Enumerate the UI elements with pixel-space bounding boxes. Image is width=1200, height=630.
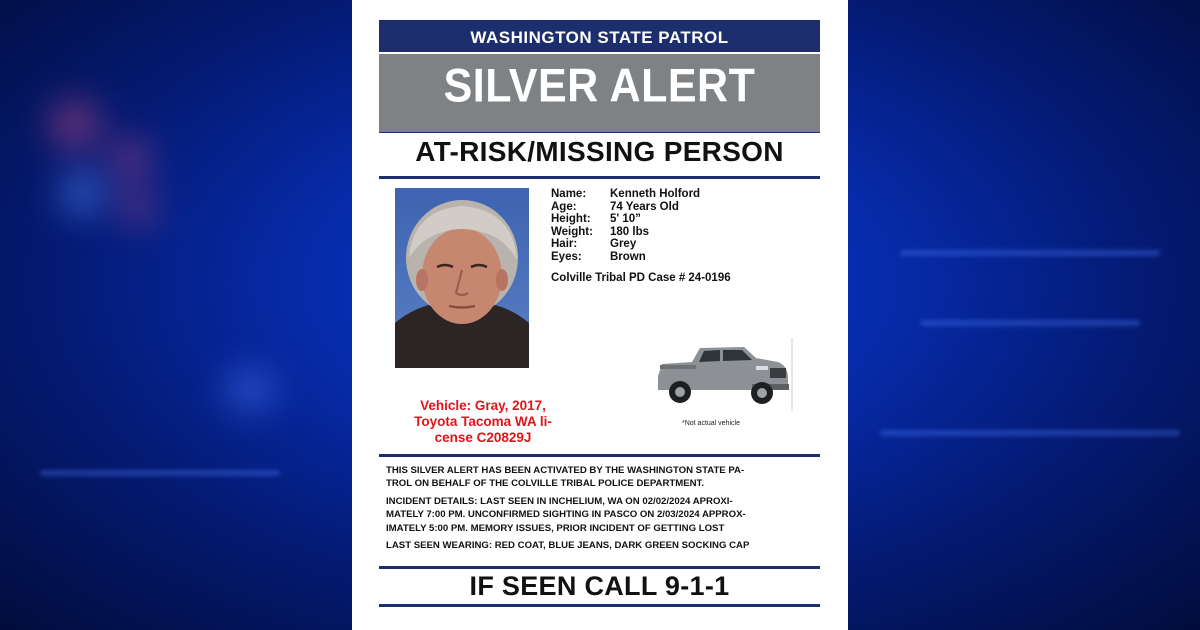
detail-value: 180 lbs (610, 225, 649, 238)
divider (379, 566, 820, 569)
background-glow (225, 370, 275, 410)
details-line: INCIDENT DETAILS: LAST SEEN IN INCHELIUM, WA ON 02/02/2024 APROXI- (386, 495, 733, 507)
background-streak (900, 250, 1160, 256)
details-line: THIS SILVER ALERT HAS BEEN ACTIVATED BY THE WASHINGTON STATE PA- (386, 465, 745, 476)
agency-name: WASHINGTON STATE PATROL (470, 28, 729, 47)
background-glow (120, 190, 155, 225)
detail-label: Height: (551, 213, 591, 225)
detail-label: Name: (551, 188, 587, 200)
vehicle-description (388, 398, 578, 446)
background-glow (110, 140, 150, 180)
alert-title: SILVER ALERT (443, 59, 756, 113)
details-line: MATELY 7:00 PM. UNCONFIRMED SIGHTING IN PASCO ON 2/03/2024 APPROX- (386, 509, 746, 521)
detail-eyes (551, 251, 700, 264)
detail-name (551, 188, 700, 201)
divider (379, 176, 820, 179)
missing-person-photo (395, 188, 529, 368)
detail-label: Weight: (551, 225, 593, 238)
detail-weight (551, 226, 700, 239)
pickup-truck-image (652, 338, 794, 411)
vehicle-line: Toyota Tacoma WA li- (414, 414, 552, 429)
details-line: TROL ON BEHALF OF THE COLVILLE TRIBAL POLICE DEPARTMENT. (386, 478, 705, 490)
details-line: LAST SEEN WEARING: RED COAT, BLUE JEANS, DARK GREEN SOCKING CAP (386, 540, 750, 552)
divider (379, 454, 820, 457)
vehicle-caption: *Not actual vehicle (682, 420, 740, 427)
background-streak (880, 430, 1180, 436)
vehicle-line: Vehicle: Gray, 2017, (420, 398, 546, 413)
detail-label: Age: (551, 200, 577, 213)
background-streak (40, 470, 280, 476)
missing-person-heading: AT-RISK/MISSING PERSON (415, 136, 784, 167)
vehicle-line: cense C20829J (434, 430, 532, 445)
details-paragraph (386, 495, 816, 535)
case-number: Colville Tribal PD Case # 24-0196 (551, 272, 731, 284)
detail-value: Kenneth Holford (610, 188, 701, 200)
call-to-action: IF SEEN CALL 9-1-1 (469, 571, 730, 601)
details-line: IMATELY 5:00 PM. MEMORY ISSUES, PRIOR INCIDENT OF GETTING LOST (386, 522, 725, 534)
detail-height (551, 213, 700, 226)
incident-details (386, 464, 816, 556)
detail-value: 74 Years Old (610, 200, 679, 213)
detail-hair (551, 238, 700, 251)
detail-age (551, 201, 700, 214)
details-paragraph (386, 464, 816, 491)
detail-value: Grey (610, 238, 637, 250)
detail-value: Brown (610, 250, 646, 263)
person-details (551, 188, 700, 263)
detail-value: 5' 10” (610, 213, 641, 225)
poster-header (379, 20, 820, 133)
background-glow (50, 100, 100, 150)
silver-alert-poster (352, 0, 848, 630)
alert-title-band (379, 52, 820, 132)
details-paragraph (386, 539, 816, 552)
detail-label: Hair: (551, 238, 578, 250)
detail-label: Eyes: (551, 250, 582, 263)
divider (379, 604, 820, 607)
background-glow (60, 170, 105, 215)
background-streak (920, 320, 1140, 326)
